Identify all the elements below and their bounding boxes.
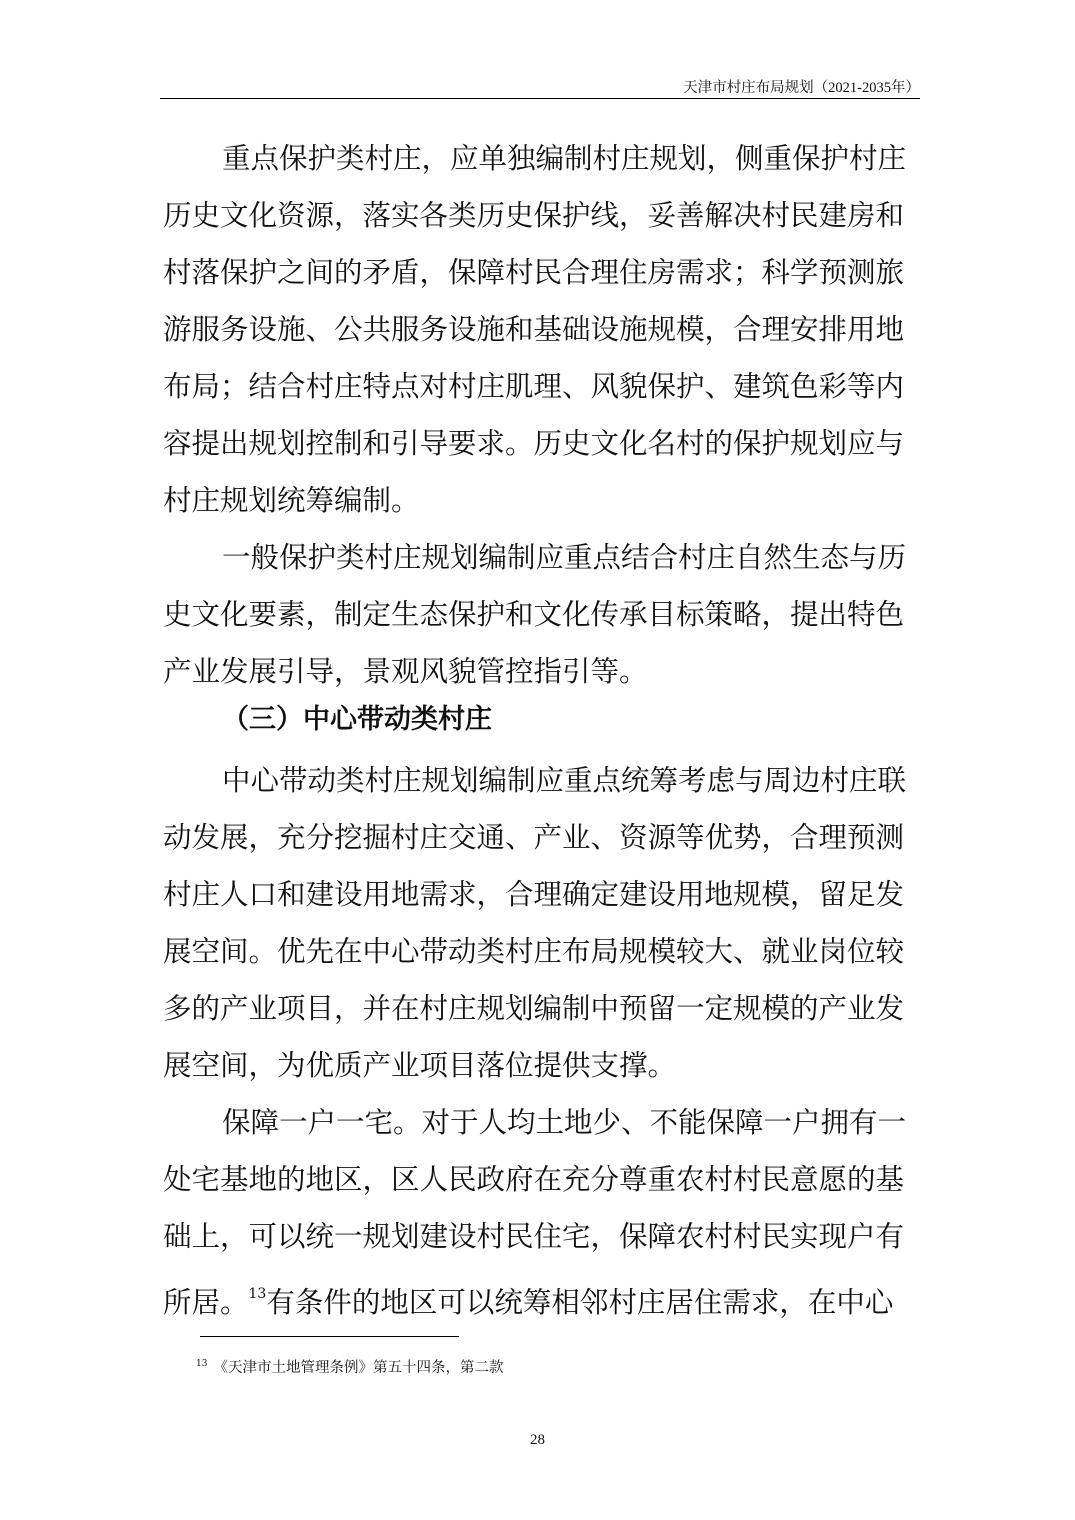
body-line: 保障一户一宅。对于人均土地少、不能保障一户拥有一 [222, 1106, 907, 1139]
body-line-text: 所居。$^{13}$有条件的地区可以统筹相邻村庄居住需求，在中心 [163, 1286, 894, 1319]
body-line: 产业发展引导，景观风貌管控指引等。 [163, 655, 648, 688]
footnote-ref[interactable]: 13 [248, 1286, 267, 1302]
body-line: 多的产业项目，并在村庄规划编制中预留一定规模的产业发 [163, 992, 905, 1025]
body-line: 础上，可以统一规划建设村民住宅，保障农村村民实现户有 [163, 1220, 905, 1253]
body-line: 史文化要素，制定生态保护和文化传承目标策略，提出特色 [163, 598, 905, 631]
page-header [160, 74, 920, 99]
body-line: 处宅基地的地区，区人民政府在充分尊重农村村民意愿的基 [163, 1163, 905, 1196]
body-line: 历史文化资源，落实各类历史保护线，妥善解决村民建房和 [163, 199, 905, 232]
header-title: 天津市村庄布局规划（2021-2035年） [683, 80, 920, 96]
footnote-text: 《天津市土地管理条例》第五十四条，第二款 [213, 1360, 504, 1376]
body-line: 展空间。优先在中心带动类村庄布局规模较大、就业岗位较 [163, 935, 905, 968]
body-line: 村庄人口和建设用地需求，合理确定建设用地规模，留足发 [163, 878, 905, 911]
body-line: 村落保护之间的矛盾，保障村民合理住房需求；科学预测旅 [163, 256, 905, 289]
body-line: 动发展，充分挖掘村庄交通、产业、资源等优势，合理预测 [163, 821, 905, 854]
body-line: 重点保护类村庄，应单独编制村庄规划，侧重保护村庄 [222, 142, 907, 175]
footnote-divider [200, 1336, 459, 1337]
body-line: 展空间，为优质产业项目落位提供支撑。 [163, 1049, 677, 1082]
footnote [196, 1356, 503, 1377]
page-number: 28 [530, 1432, 545, 1448]
footnote-number: 13 [196, 1359, 208, 1369]
body-line: 游服务设施、公共服务设施和基础设施规模，合理安排用地 [163, 313, 905, 346]
body-line: 中心带动类村庄规划编制应重点统筹考虑与周边村庄联 [222, 764, 907, 797]
body-line [0, 1274, 1075, 1319]
body-line: 村庄规划统筹编制。 [163, 484, 420, 517]
body-line: 布局；结合村庄特点对村庄肌理、风貌保护、建筑色彩等内 [163, 370, 905, 403]
body-line: 容提出规划控制和引导要求。历史文化名村的保护规划应与 [163, 427, 905, 460]
section-heading: （三）中心带动类村庄 [222, 704, 492, 735]
body-line: 一般保护类村庄规划编制应重点结合村庄自然生态与历 [222, 541, 907, 574]
